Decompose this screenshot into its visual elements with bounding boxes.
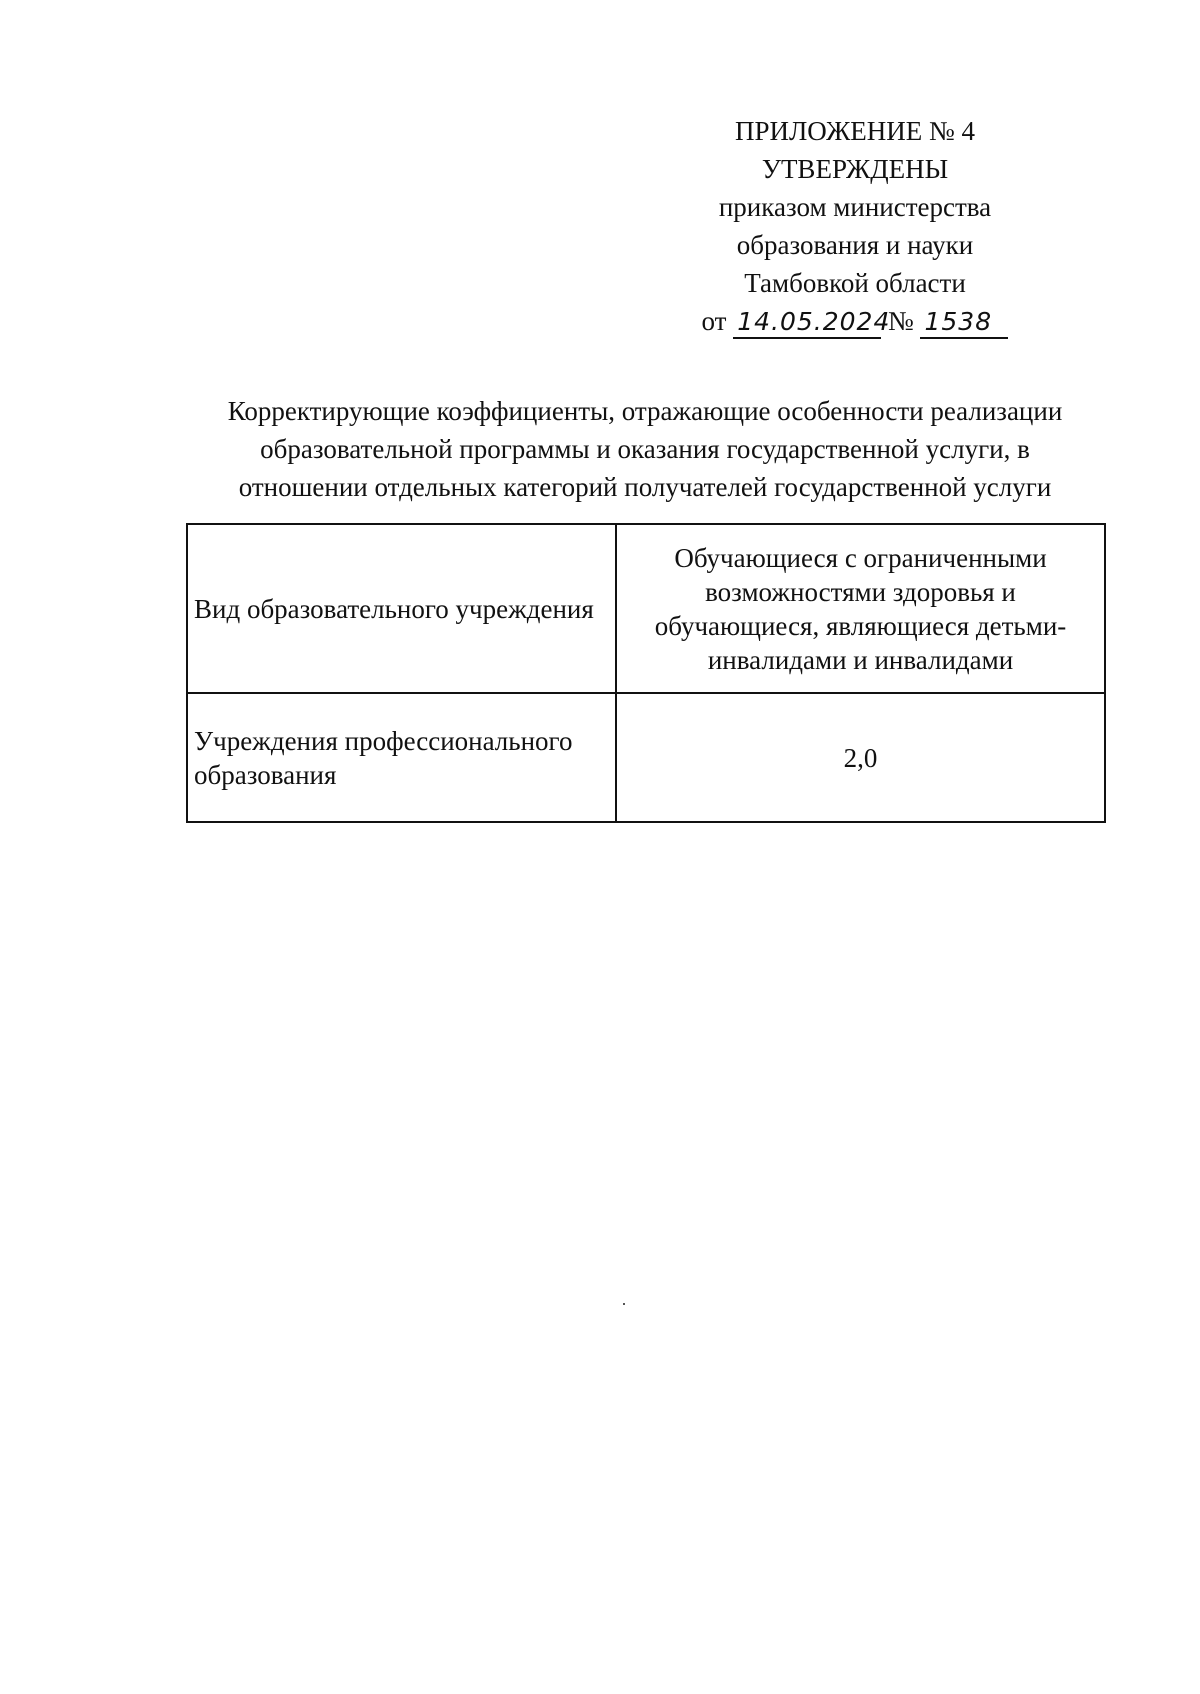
approved-label: УТВЕРЖДЕНЫ (761, 154, 949, 184)
order-number: 1538 (920, 307, 1008, 339)
order-date-line (690, 302, 1020, 340)
title-line-1: Корректирующие коэффициенты, отражающие особенности реализации (227, 396, 1063, 426)
scan-speck (623, 1303, 625, 1305)
table-row (187, 693, 1105, 822)
from-label: от (701, 306, 727, 336)
header-cell-institution-type: Вид образовательного учреждения (187, 524, 616, 693)
coefficients-table (186, 523, 1106, 823)
appendix-number: ПРИЛОЖЕНИЕ № 4 (734, 116, 976, 146)
number-label: № (887, 306, 914, 336)
approval-line-2: образования и науки (736, 230, 974, 260)
title-line-2: образовательной программы и оказания государственной услуги, в (260, 434, 1030, 464)
cell-coefficient: 2,0 (616, 693, 1105, 822)
cell-institution-type: Учреждения профессионального образования (187, 693, 616, 822)
header-cell-category: Обучающиеся с ограниченными возможностями здоровья и обучающиеся, являющиеся детьми-инвалидами и инвалидами (616, 524, 1105, 693)
approval-block (690, 112, 1020, 340)
title-line-3: отношении отдельных категорий получателей государственной услуги (238, 472, 1052, 502)
table-header-row (187, 524, 1105, 693)
approval-line-1: приказом министерства (718, 192, 992, 222)
order-date: 14.05.2024 (733, 307, 881, 339)
document-title (180, 392, 1110, 506)
approval-line-3: Тамбовкой области (744, 268, 966, 298)
